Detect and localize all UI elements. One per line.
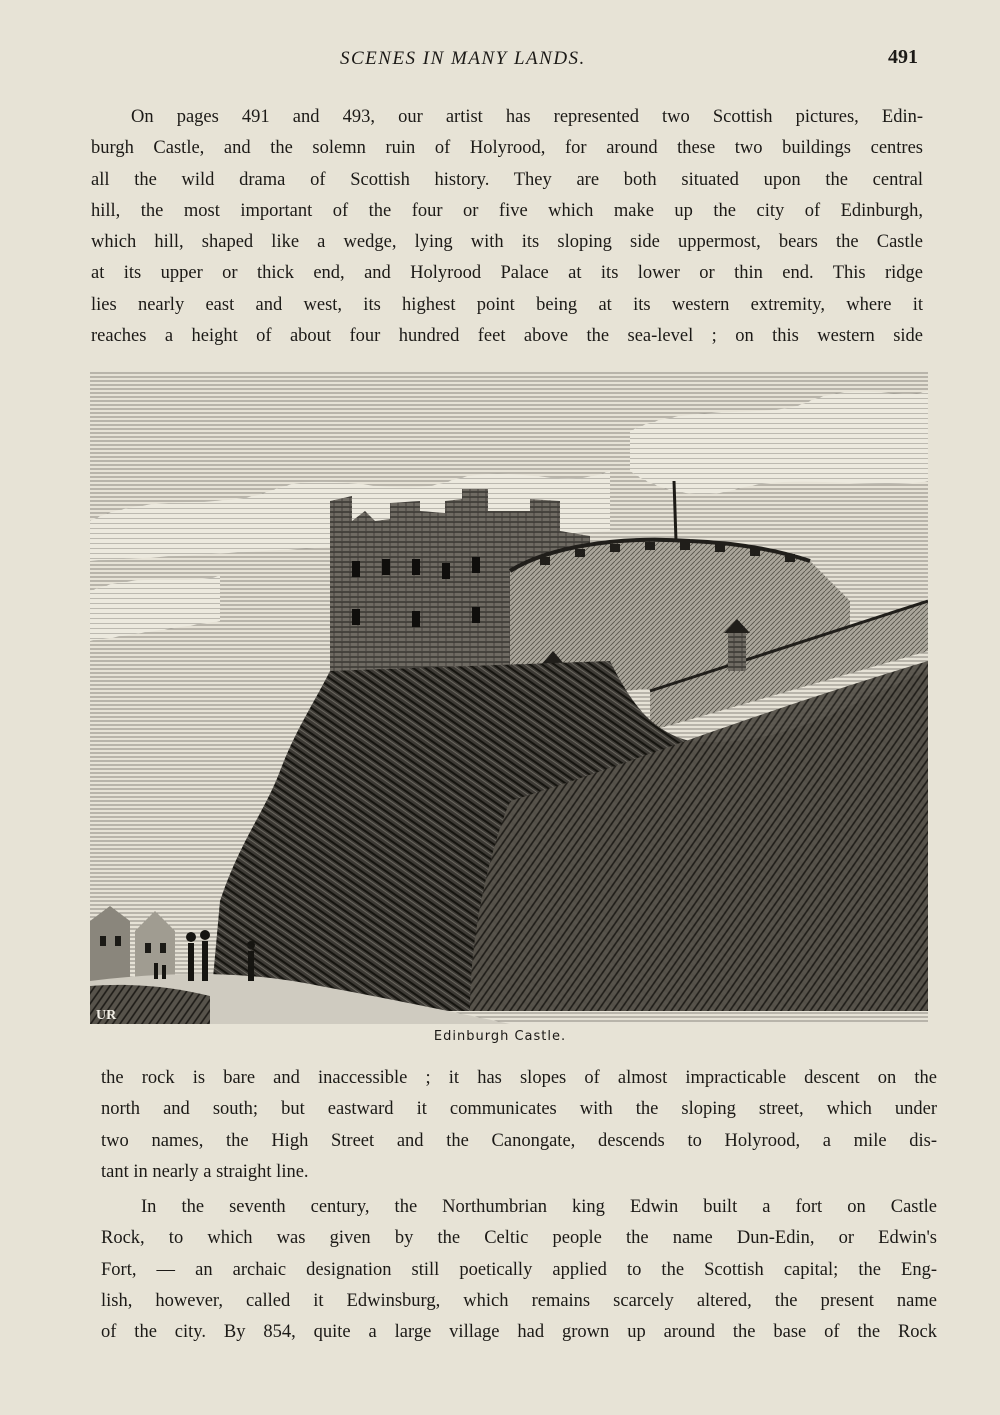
text-line: north and south; but eastward it communicates with the sloping street, which under [101, 1099, 937, 1120]
figure-caption: Edinburgh Castle. [433, 1029, 567, 1044]
paragraph-2 [101, 1063, 937, 1188]
text-line: reaches a height of about four hundred feet above the sea-level ; on this western side [91, 326, 923, 347]
text-line: tant in nearly a straight line. [101, 1161, 309, 1182]
text-line: which hill, shaped like a wedge, lying with its sloping side uppermost, bears the Castle [91, 232, 923, 253]
text-line: burgh Castle, and the solemn ruin of Holyrood, for around these two buildings centres [91, 138, 923, 159]
page-number: 491 [888, 46, 918, 68]
text-line: Rock, to which was given by the Celtic people the name Dun-Edin, or Edwin's [101, 1228, 937, 1249]
text-line: all the wild drama of Scottish history. They are both situated upon the central [91, 169, 923, 190]
text-line: of the city. By 854, quite a large village had grown up around the base of the Rock [101, 1322, 937, 1343]
text-line: lish, however, called it Edwinsburg, which remains scarcely altered, the present name [101, 1290, 937, 1311]
text-line: two names, the High Street and the Canongate, descends to Holyrood, a mile dis- [101, 1130, 937, 1151]
edinburgh-castle-engraving [90, 371, 928, 1024]
text-line: the rock is bare and inaccessible ; it has slopes of almost impracticable descent on the [101, 1068, 937, 1088]
text-line: Fort, — an archaic designation still poetically applied to the Scottish capital; the Eng- [101, 1259, 937, 1280]
text-line: lies nearly east and west, its highest point being at its western extremity, where it [91, 294, 923, 315]
paragraph-3 [101, 1192, 937, 1348]
text-line: hill, the most important of the four or five which make up the city of Edinburgh, [91, 200, 923, 221]
running-title: SCENES IN MANY LANDS. [340, 48, 586, 69]
paragraph-1 [91, 102, 923, 352]
text-line: On pages 491 and 493, our artist has represented two Scottish pictures, Edin- [131, 107, 923, 127]
text-line: In the seventh century, the Northumbrian king Edwin built a fort on Castle [141, 1197, 937, 1217]
artist-signature: UR [96, 1008, 117, 1023]
text-line: at its upper or thick end, and Holyrood Palace at its lower or thin end. This ridge [91, 263, 923, 284]
